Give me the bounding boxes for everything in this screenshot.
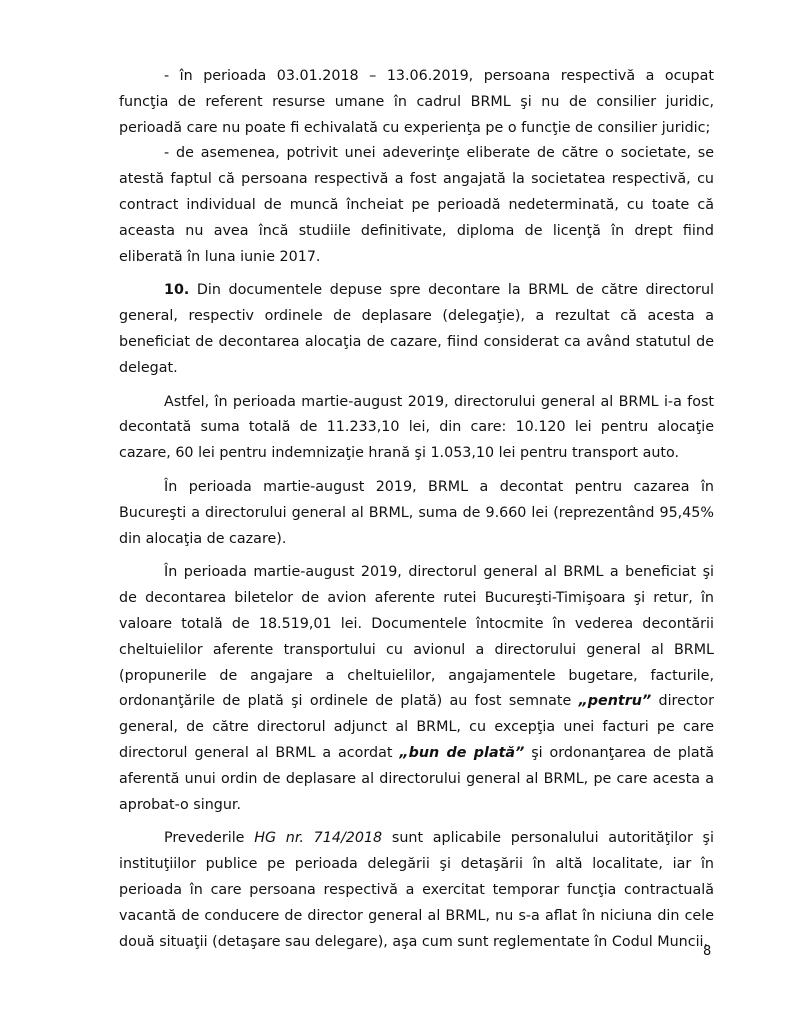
paragraph-number: 10. (164, 282, 190, 299)
paragraph-text: Prevederile (164, 830, 255, 847)
paragraph-text: şi ordonanţarea de plată aferentă unui ordin de deplasare al directorului general al BRML, pe care acesta a aprobat-o singur. (119, 744, 714, 813)
paragraph-cazare: În perioada martie-august 2019, BRML a decontat pentru cazarea în Bucureşti a directorului general al BRML, suma de 9.660 lei (reprezentând 95,45% din alocaţia de cazare). (119, 478, 714, 547)
paragraph-text: sunt aplicabile personalului autorităţilor şi instituţiilor publice pe perioada delegării şi detaşării în altă localitate, iar în perioada în care persoana respectivă a exercitat temporar funcţia contractuală vacantă de conducere de director general al BRML, nu s-a aflat în niciuna din cele două situaţii (detaşare sau delegare), aşa cum sunt reglementate în Codul Muncii. (119, 830, 714, 950)
paragraph-bullet-2: - de asemenea, potrivit unei adeverinţe eliberate de către o societate, se atestă faptul că persoana respectivă a fost angajată la societatea respectivă, cu contract individual de muncă încheiat pe perioadă nedeterminată, cu toate că aceasta nu avea încă studiile definitivate, diploma de licenţă în drept fiind eliberată în luna iunie 2017. (119, 145, 714, 265)
paragraph-text: În perioada martie-august 2019, directorul general al BRML a beneficiat şi de decontarea biletelor de avion aferente rutei Bucureşti-Timişoara şi retur, în valoare totală de 18.519,01 lei. Documentele întocmite în vederea decontării cheltuielilor aferente transportului cu avionul a directorului general al BRML (propunerile de angajare a cheltuielilor, angajamentele bugetare, facturile, ordonanţările de plată şi ordinele de plată) au fost semnate (119, 564, 714, 710)
document-body (119, 64, 714, 963)
hg-reference: HG nr. 714/2018 (254, 830, 383, 847)
pentru-emphasis: „pentru” (578, 693, 652, 710)
paragraph-bullet-1: - în perioada 03.01.2018 – 13.06.2019, persoana respectivă a ocupat funcţia de referent resurse umane în cadrul BRML şi nu de consilier juridic, perioadă care nu poate fi echivalată cu experienţa pe o funcţie de consilier juridic; (119, 68, 714, 136)
bun-de-plata-emphasis: „bun de plată” (399, 744, 525, 761)
paragraph-bilete-avion (119, 560, 714, 818)
paragraph-astfel: Astfel, în perioada martie-august 2019, directorului general al BRML i-a fost decontată suma totală de 11.233,10 lei, din care: 10.120 lei pentru alocaţie cazare, 60 lei pentru indemnizaţie hrană şi 1.053,10 lei pentru transport auto. (119, 393, 714, 462)
paragraph-prevederile (119, 826, 714, 955)
paragraph-text: director general, de către directorul adjunct al BRML, cu excepţia unei facturi pe care directorul general al BRML a acordat (119, 693, 715, 761)
page-number: 8 (703, 944, 712, 959)
paragraph-10-text: Din documentele depuse spre decontare la BRML de către directorul general, respectiv ordinele de deplasare (delegaţie), a rezultat că acesta a beneficiat de decontarea alocaţia de cazare, fiind considerat ca având statutul de delegat. (119, 282, 714, 376)
paragraph-10 (119, 278, 714, 381)
